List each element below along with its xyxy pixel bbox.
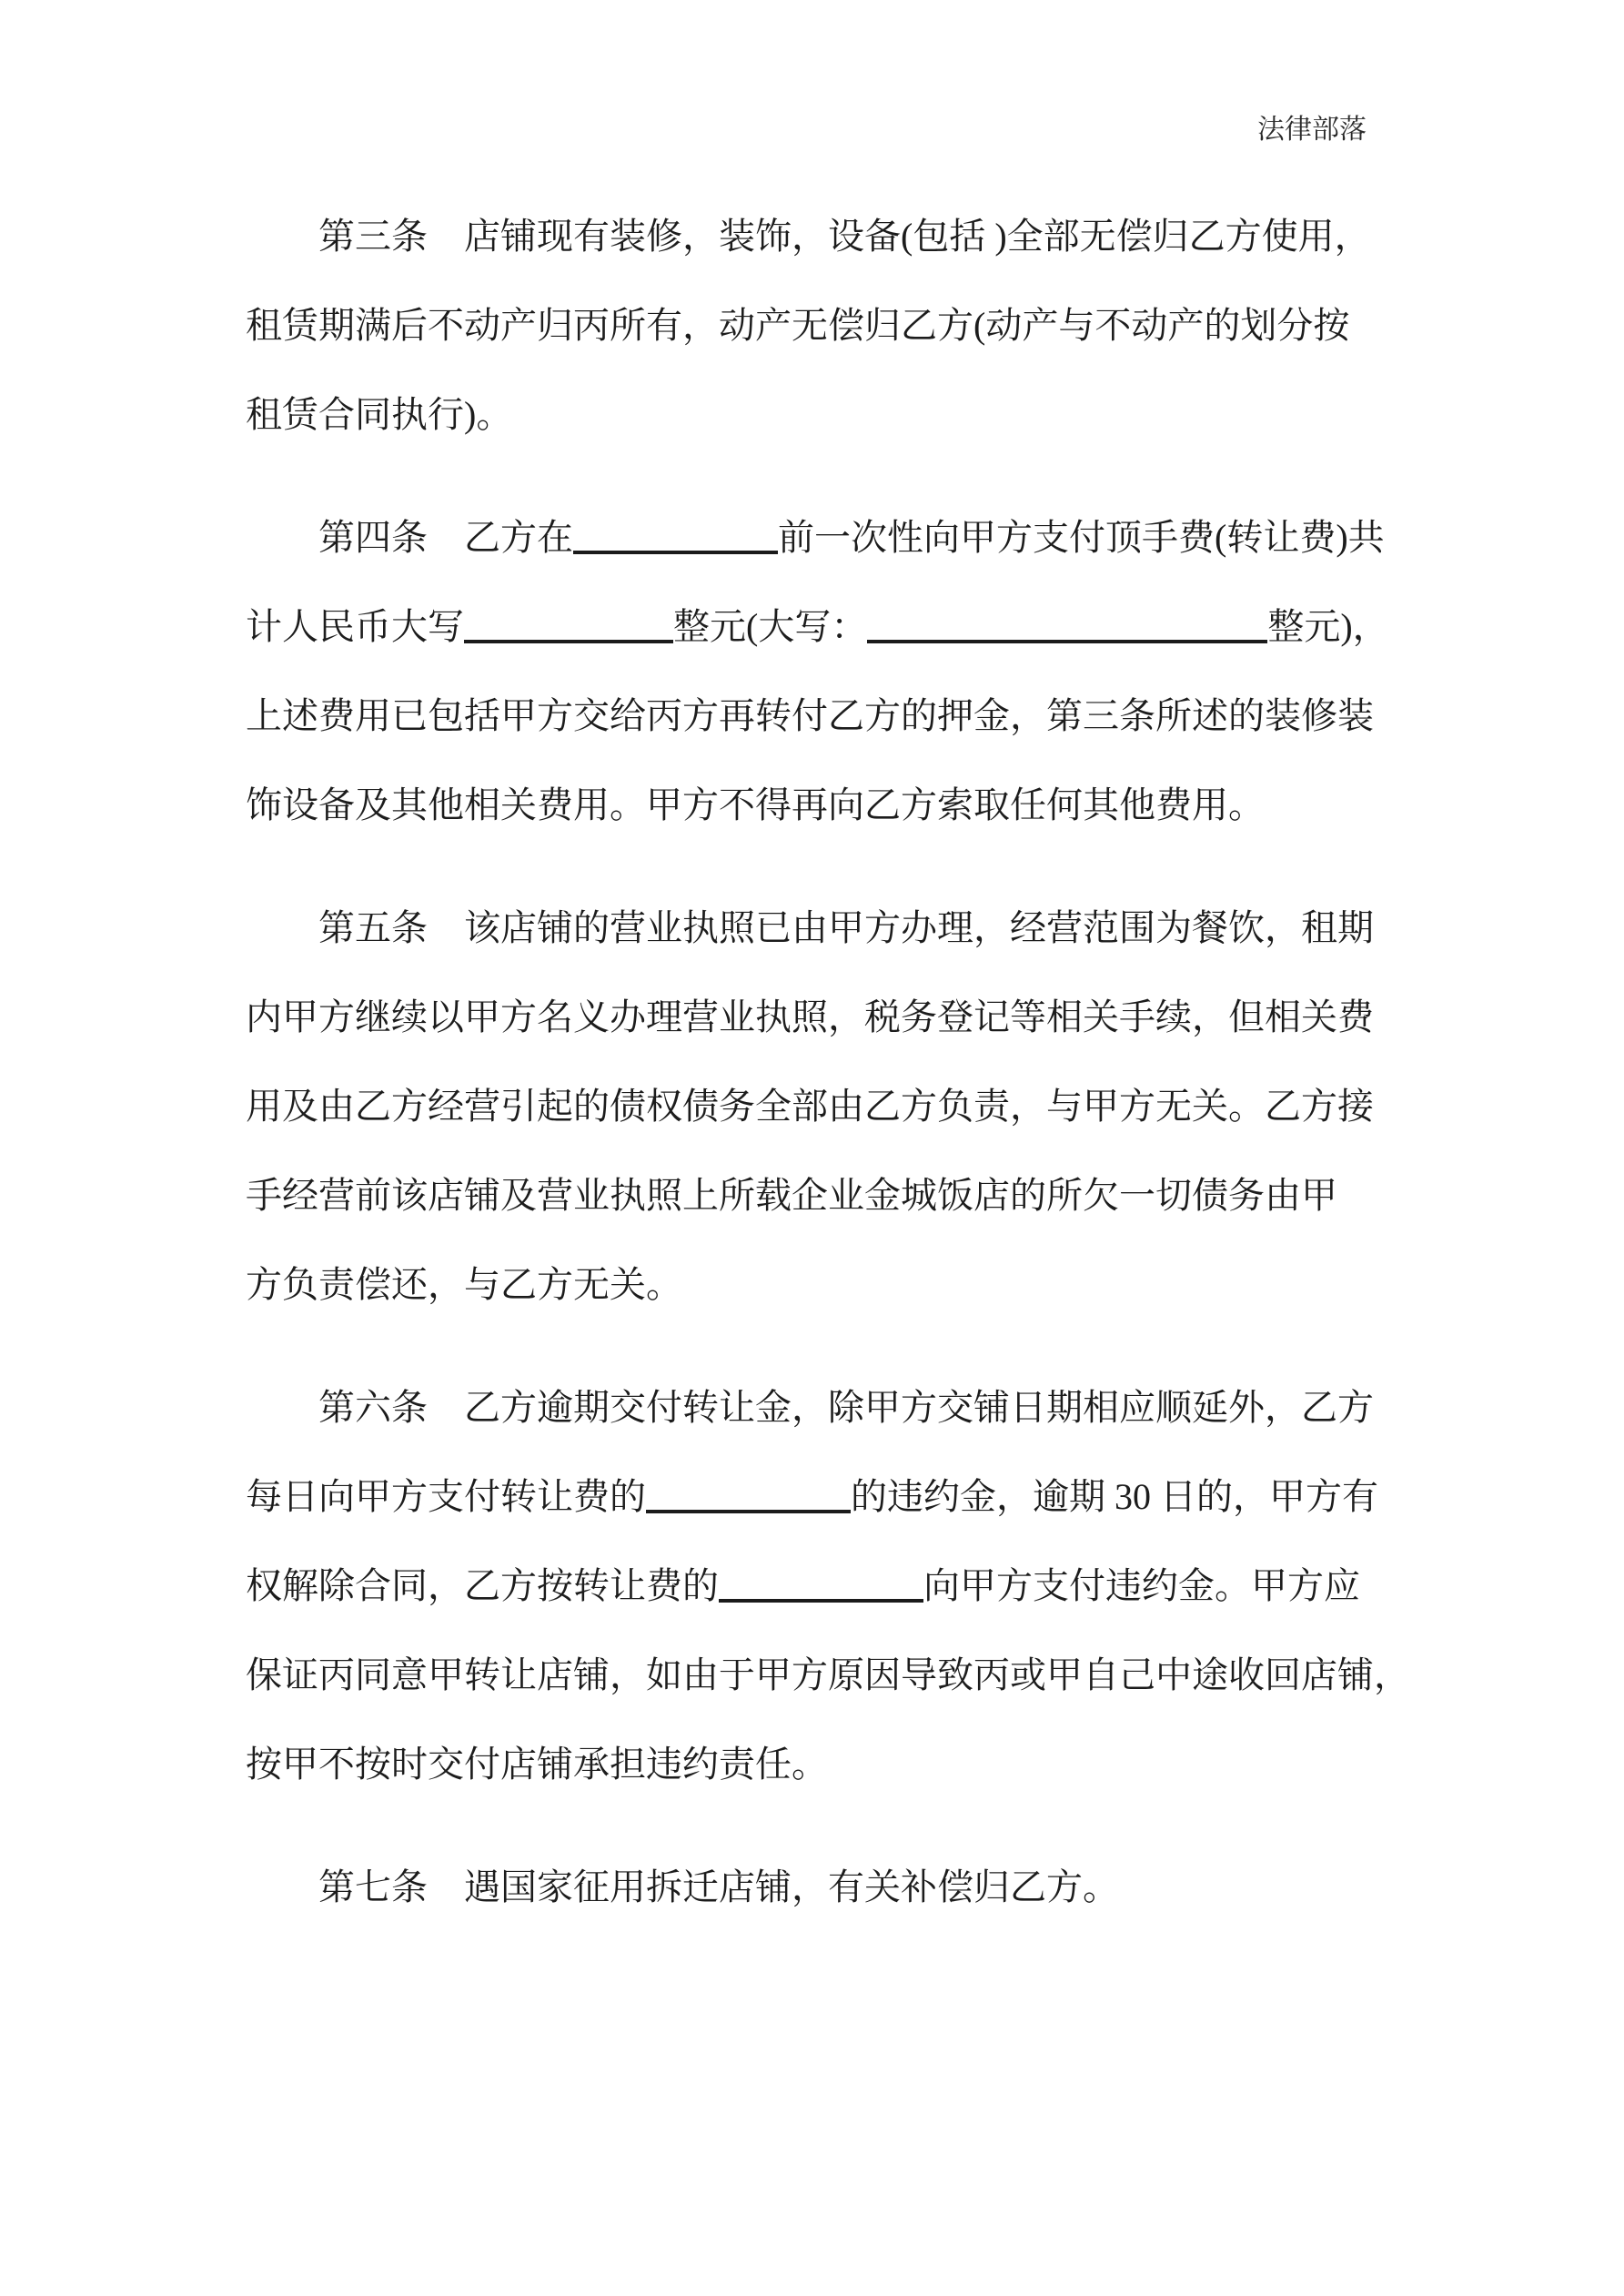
text-line [246,281,1388,370]
text-segment: 方负责偿还，与乙方无关。 [246,1264,682,1305]
text-line [246,1062,1388,1151]
text-line [246,1452,1388,1542]
text-line [246,370,1388,460]
blank-underline [646,1482,851,1513]
site-header-label: 法律部落 [1257,115,1367,145]
text-line [246,973,1388,1062]
text-line [246,493,1388,582]
blank-underline [719,1572,923,1603]
text-segment: 保证丙同意甲转让店铺，如由于甲方原因导致丙或甲自己中途收回店铺， [246,1654,1410,1695]
blank-underline [867,612,1267,643]
text-segment: 第六条 乙方逾期交付转让金，除甲方交铺日期相应顺延外，乙方 [318,1387,1374,1428]
text-segment: 整元(大写： [673,606,868,647]
text-segment: 手经营前该店铺及营业执照上所载企业金城饭店的所欠一切债务由甲 [246,1175,1337,1216]
text-line [246,1720,1388,1809]
text-segment: 内甲方继续以甲方名义办理营业执照，税务登记等相关手续，但相关费 [246,996,1374,1037]
paragraph-clause-5 [246,884,1388,1330]
text-segment: 用及由乙方经营引起的债权债务全部由乙方负责，与甲方无关。乙方接 [246,1086,1374,1127]
text-line [246,1151,1388,1240]
text-segment: 上述费用已包括甲方交给丙方再转付乙方的押金，第三条所述的装修装 [246,695,1374,736]
paragraph-clause-3 [246,192,1388,460]
text-segment: 的违约金，逾期 30 日的，甲方有 [851,1476,1378,1517]
text-line [246,1363,1388,1452]
text-segment: 第四条 乙方在 [318,517,573,558]
paragraph-clause-7 [246,1843,1388,1932]
text-line [246,884,1388,973]
text-segment: 权解除合同，乙方按转让费的 [246,1565,719,1606]
text-segment: 计人民币大写 [246,606,464,647]
text-line [246,672,1388,761]
text-segment: 前一次性向甲方支付顶手费(转让费)共 [778,517,1385,558]
text-line [246,1631,1410,1720]
text-line [246,192,1388,281]
text-segment: 第七条 遇国家征用拆迁店铺，有关补偿归乙方。 [318,1866,1119,1907]
text-segment: 租赁期满后不动产归丙所有，动产无偿归乙方(动产与不动产的划分按 [246,305,1350,346]
text-line [246,761,1388,850]
blank-underline [464,612,673,643]
text-segment: 租赁合同执行)。 [246,394,513,435]
text-line [246,582,1388,672]
text-line [246,1240,1388,1330]
text-line [246,1542,1388,1631]
text-line [246,1843,1388,1932]
text-segment: 整元)， [1267,606,1389,647]
document-body [246,192,1410,1932]
text-segment: 按甲不按时交付店铺承担违约责任。 [246,1744,828,1785]
text-segment: 每日向甲方支付转让费的 [246,1476,646,1517]
text-segment: 第三条 店铺现有装修，装饰，设备(包括 )全部无偿归乙方使用， [318,216,1371,257]
paragraph-clause-6 [246,1363,1410,1809]
text-segment: 向甲方支付违约金。甲方应 [923,1565,1360,1606]
text-segment: 第五条 该店铺的营业执照已由甲方办理，经营范围为餐饮，租期 [318,907,1374,948]
paragraph-clause-4 [246,493,1388,850]
blank-underline [573,523,778,554]
text-segment: 饰设备及其他相关费用。甲方不得再向乙方索取任何其他费用。 [246,784,1265,825]
